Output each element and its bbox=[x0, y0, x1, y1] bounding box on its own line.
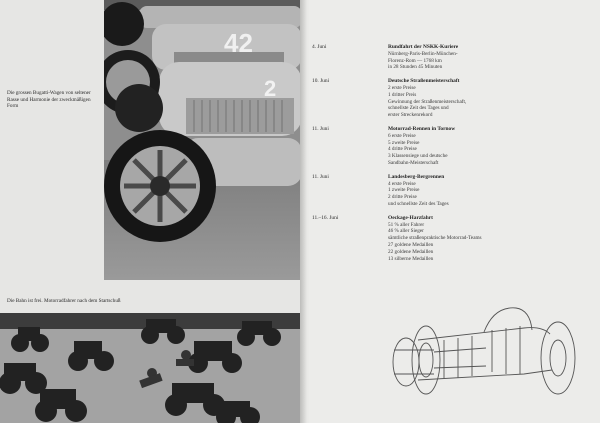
caption-race: Die Bahn ist frei. Motorradfahrer nach dem Startschuß bbox=[7, 298, 121, 304]
event-entry bbox=[310, 44, 600, 71]
event-detail: 1 zweite Preise bbox=[388, 187, 420, 194]
event-detail: 46 % aller Sieger bbox=[388, 228, 424, 235]
event-detail: erster Streckenrekord bbox=[388, 112, 433, 119]
event-detail: 3 Klassensiege und deutsche bbox=[388, 153, 448, 160]
bugatti-cars-illustration bbox=[104, 0, 302, 280]
event-detail: 2 dritte Preise bbox=[388, 194, 417, 201]
event-detail: in 28 Stunden 45 Minuten bbox=[388, 64, 443, 71]
event-date: 11. Juni bbox=[312, 125, 329, 132]
event-date: 4. Juni bbox=[312, 44, 327, 50]
caption-cars: Die grossen Bugatti-Wagen von seltener Rasse und Harmonie der zweckmäßigen Form bbox=[7, 90, 91, 110]
race-results-list bbox=[310, 44, 600, 269]
motorcycle-start-illustration bbox=[0, 313, 302, 423]
right-page bbox=[310, 0, 600, 423]
event-detail: 27 goldene Medaillen bbox=[388, 241, 434, 248]
car-number: 2 bbox=[264, 76, 277, 101]
motorcycle-race-photo bbox=[0, 313, 302, 423]
event-date: 11. Juni bbox=[312, 173, 329, 180]
bugatti-cars-photo bbox=[104, 0, 302, 280]
event-date: 11.–16. Juni bbox=[312, 214, 339, 221]
event-detail: 5 zweite Preise bbox=[388, 139, 420, 146]
event-detail: 51 % aller Fahrer bbox=[388, 221, 425, 228]
event-detail: 13 silberne Medaillen bbox=[388, 255, 434, 262]
event-detail: Sandbahn-Meisterschaft bbox=[388, 159, 439, 166]
event-detail: 4 erste Preise bbox=[388, 180, 416, 187]
event-title: Landesberg-Bergrennen bbox=[388, 173, 445, 180]
event-detail: 4 dritte Preise bbox=[388, 146, 417, 153]
event-detail: 2 erste Preise bbox=[388, 84, 416, 91]
event-detail: 1 dritter Preis bbox=[388, 91, 417, 98]
event-entry bbox=[310, 78, 600, 119]
event-detail: Nürnberg-Paris-Berlin-München- bbox=[388, 50, 458, 57]
event-detail: 22 goldene Medaillen bbox=[388, 248, 434, 255]
event-entry bbox=[310, 215, 600, 263]
event-title: Deutsche Straßenmeisterschaft bbox=[388, 78, 460, 85]
event-title: Motorrad-Rennen in Tornow bbox=[388, 125, 456, 132]
event-entry bbox=[310, 126, 600, 167]
event-detail: Gewinnung der Straßenmeisterschaft, bbox=[388, 98, 467, 105]
event-title: Oeckage-Harzfahrt bbox=[388, 214, 433, 221]
event-detail: Florenz-Rom — 1768 km bbox=[388, 57, 442, 64]
event-detail: und schnellste Zeit des Tages bbox=[388, 200, 449, 207]
race-car-sketch bbox=[374, 300, 584, 405]
event-detail: schnellste Zeit des Tages und bbox=[388, 105, 449, 112]
event-entry bbox=[310, 174, 600, 208]
event-date: 10. Juni bbox=[312, 78, 330, 85]
event-title: Rundfahrt der NSKK-Kuriere bbox=[388, 44, 459, 50]
event-detail: sämtliche straßenpraktische Motorrad-Teams bbox=[388, 235, 482, 242]
car-number: 42 bbox=[224, 28, 253, 58]
event-detail: 6 erste Preise bbox=[388, 132, 416, 139]
book-gutter bbox=[300, 0, 310, 423]
